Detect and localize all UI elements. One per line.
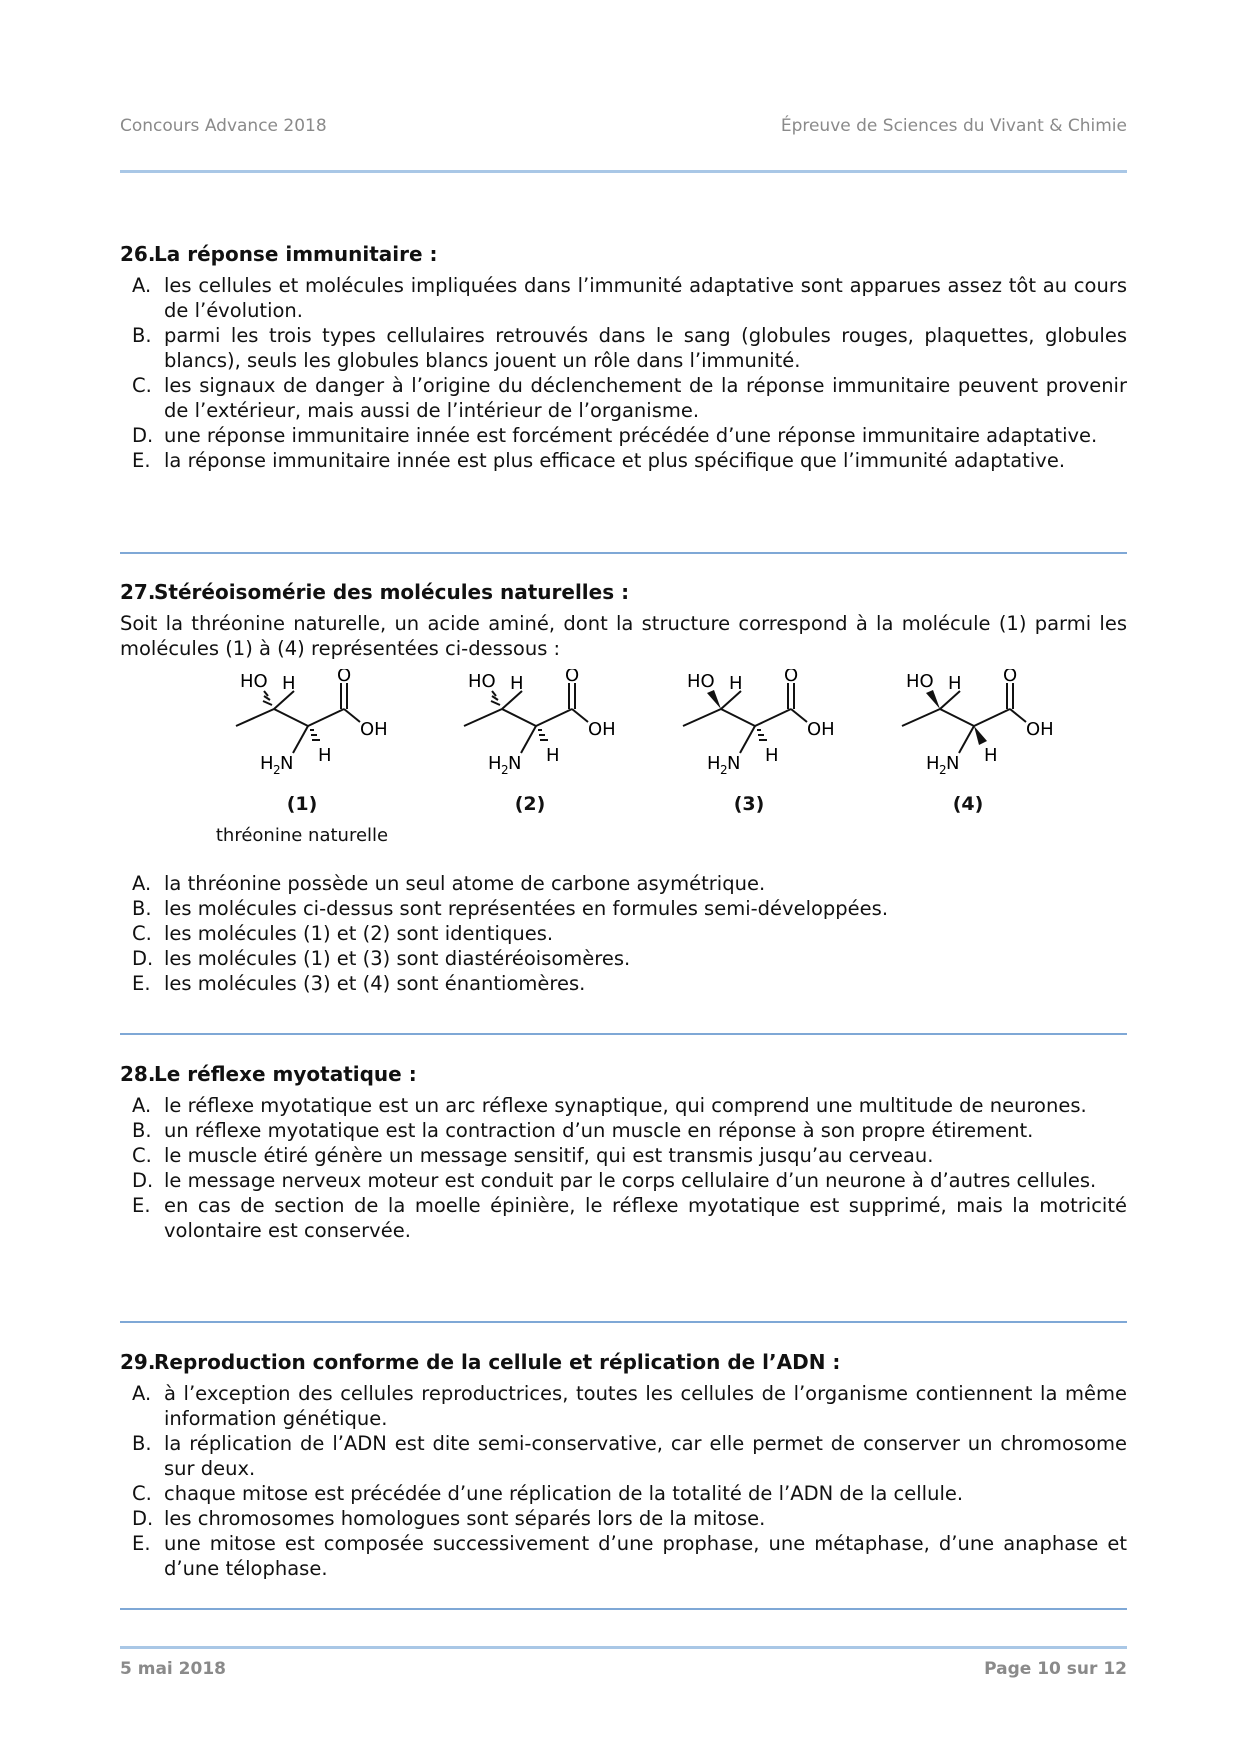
molecule-4-label: (4)	[952, 793, 984, 815]
option-b: B. les molécules ci-dessus sont représentées en formules semi-développées.	[132, 897, 889, 920]
question-title: 27.Stéréoisomérie des molécules naturelles :	[120, 580, 630, 604]
option-b: B. un réflexe myotatique est la contraction d’un muscle en réponse à son propre étirement.	[132, 1119, 1034, 1142]
svg-text:O: O	[337, 669, 352, 686]
molecule-2-structure	[448, 669, 618, 779]
molecule-4-structure	[886, 669, 1056, 779]
molecule-3-label: (3)	[733, 793, 765, 815]
question-intro: Soit la thréonine naturelle, un acide aminé, dont la structure correspond à la molécule (1) parmi les molécules (1) à (4) représentées ci-dessous :	[120, 612, 1127, 660]
svg-text:HO: HO	[906, 671, 934, 692]
option-d: D. une réponse immunitaire innée est forcément précédée d’une réponse immunitaire adaptative.	[132, 424, 1098, 447]
header-right: Épreuve de Sciences du Vivant & Chimie	[780, 116, 1127, 136]
svg-text:O: O	[784, 669, 799, 686]
molecule-3-structure	[667, 669, 837, 779]
question-title: 28.Le réflexe myotatique :	[120, 1062, 417, 1086]
option-d: D. le message nerveux moteur est conduit par le corps cellulaire d’un neurone à d’autres cellules.	[132, 1169, 1097, 1192]
question-28	[120, 1062, 1127, 1243]
molecule-2-label: (2)	[514, 793, 546, 815]
options-list	[120, 1093, 1127, 1243]
option-b: B. la réplication de l’ADN est dite semi-conservative, car elle permet de conserver un chromosome sur deux.	[132, 1432, 1127, 1480]
option-b: B. parmi les trois types cellulaires retrouvés dans le sang (globules rouges, plaquettes, globules blancs), seuls les globules blancs jouent un rôle dans l’immunité.	[132, 324, 1127, 372]
svg-text:H: H	[765, 745, 779, 766]
svg-text:N: N	[946, 753, 960, 774]
option-e: E. en cas de section de la moelle épinière, le réflexe myotatique est supprimé, mais la motricité volontaire est conservée.	[132, 1194, 1127, 1242]
svg-text:OH: OH	[360, 719, 388, 740]
svg-text:H: H	[546, 745, 560, 766]
molecule-1-label: (1)	[286, 793, 318, 815]
option-c: C. les signaux de danger à l’origine du déclenchement de la réponse immunitaire peuvent provenir de l’extérieur, mais aussi de l’intérieur de l’organisme.	[132, 374, 1127, 422]
svg-text:H: H	[318, 745, 332, 766]
option-c: C. chaque mitose est précédée d’une réplication de la totalité de l’ADN de la cellule.	[132, 1482, 964, 1505]
question-title: 29.Reproduction conforme de la cellule et réplication de l’ADN :	[120, 1350, 841, 1374]
svg-text:N: N	[280, 753, 294, 774]
molecule-1	[215, 669, 420, 869]
svg-text:H: H	[282, 673, 296, 694]
svg-text:H: H	[948, 673, 962, 694]
svg-text:O: O	[565, 669, 580, 686]
option-c: C. les molécules (1) et (2) sont identiques.	[132, 922, 554, 945]
svg-text:N: N	[508, 753, 522, 774]
molecule-1-caption: thréonine naturelle	[215, 825, 389, 846]
svg-text:O: O	[1003, 669, 1018, 686]
footer-rule	[120, 1646, 1127, 1649]
footer-date: 5 mai 2018	[120, 1659, 226, 1679]
header-rule	[120, 170, 1127, 173]
question-title: 26.La réponse immunitaire :	[120, 242, 438, 266]
separator-rule	[120, 552, 1127, 554]
question-27	[120, 580, 1127, 996]
question-26	[120, 242, 1127, 473]
svg-text:OH: OH	[588, 719, 616, 740]
molecule-2	[448, 669, 648, 869]
svg-text:2: 2	[939, 763, 947, 777]
svg-text:OH: OH	[1026, 719, 1054, 740]
svg-text:H: H	[260, 753, 274, 774]
molecule-figure	[120, 661, 1127, 871]
svg-text:H: H	[488, 753, 502, 774]
svg-text:HO: HO	[240, 671, 268, 692]
option-a: A. le réflexe myotatique est un arc réflexe synaptique, qui comprend une multitude de neurones.	[132, 1094, 1087, 1117]
option-a: A. à l’exception des cellules reproductrices, toutes les cellules de l’organisme contiennent la même information génétique.	[132, 1382, 1127, 1430]
svg-text:OH: OH	[807, 719, 835, 740]
svg-text:H: H	[984, 745, 998, 766]
option-e: E. une mitose est composée successivement d’une prophase, une métaphase, d’une anaphase et d’une télophase.	[132, 1532, 1127, 1580]
header-left: Concours Advance 2018	[120, 116, 327, 136]
svg-text:H: H	[707, 753, 721, 774]
option-a: A. la thréonine possède un seul atome de carbone asymétrique.	[132, 872, 766, 895]
svg-text:H: H	[926, 753, 940, 774]
molecule-4	[886, 669, 1086, 869]
svg-text:H: H	[729, 673, 743, 694]
svg-text:2: 2	[720, 763, 728, 777]
options-list	[120, 273, 1127, 473]
svg-text:H: H	[510, 673, 524, 694]
svg-text:2: 2	[273, 763, 281, 777]
footer-page-number: Page 10 sur 12	[984, 1659, 1127, 1679]
svg-text:HO: HO	[687, 671, 715, 692]
svg-text:2: 2	[501, 763, 509, 777]
option-c: C. le muscle étiré génère un message sensitif, qui est transmis jusqu’au cerveau.	[132, 1144, 934, 1167]
molecule-3	[667, 669, 867, 869]
separator-rule	[120, 1033, 1127, 1035]
molecule-1-structure	[220, 669, 390, 779]
option-e: E. les molécules (3) et (4) sont énantiomères.	[132, 972, 586, 995]
options-list	[120, 871, 1127, 996]
svg-text:HO: HO	[468, 671, 496, 692]
question-29	[120, 1350, 1127, 1581]
option-d: D. les molécules (1) et (3) sont diastéréoisomères.	[132, 947, 631, 970]
option-e: E. la réponse immunitaire innée est plus efficace et plus spécifique que l’immunité adaptative.	[132, 449, 1066, 472]
separator-rule	[120, 1608, 1127, 1610]
svg-text:N: N	[727, 753, 741, 774]
options-list	[120, 1381, 1127, 1581]
option-d: D. les chromosomes homologues sont séparés lors de la mitose.	[132, 1507, 766, 1530]
separator-rule	[120, 1321, 1127, 1323]
option-a: A. les cellules et molécules impliquées dans l’immunité adaptative sont apparues assez tôt au cours de l’évolution.	[132, 274, 1127, 322]
